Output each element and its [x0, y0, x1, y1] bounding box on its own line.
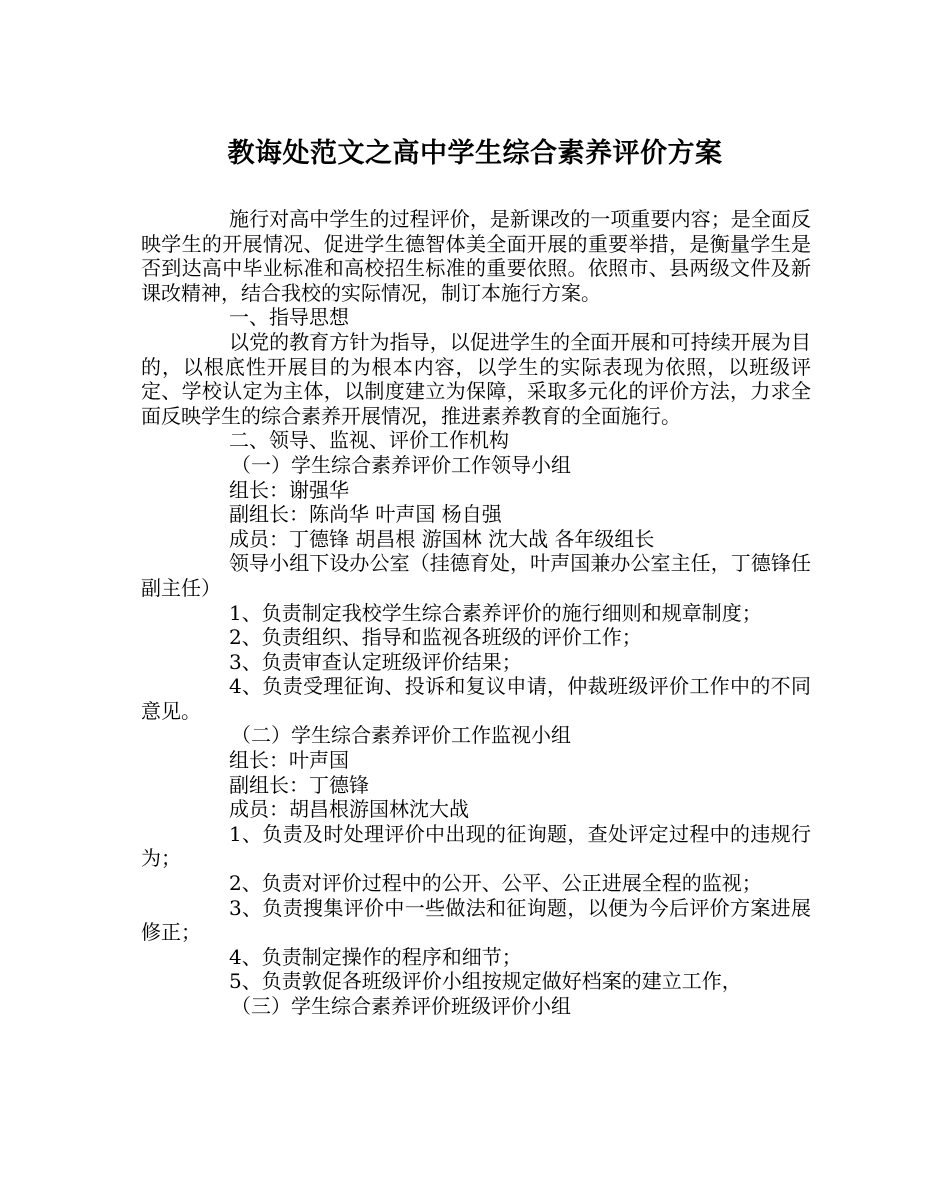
- section-heading-guiding-ideology: 一、指导思想: [229, 305, 349, 330]
- leader-line: 组长：谢强华: [229, 477, 349, 502]
- paragraph-guiding-ideology: 以党的教育方针为指导，以促进学生的全面开展和可持续开展为目的，以根底性开展目的为根本内容，以学生的实际表现为依照，以班级评定、学校认定为主体，以制度建立为保障，采取多元化的评价方法，力求全面反映学生的综合素养开展情况，推进素养教育的全面施行。: [141, 329, 811, 428]
- duty-item: 4、负责制定操作的程序和细节；: [229, 944, 522, 969]
- duty-item: 2、负责组织、指导和监视各班级的评价工作；: [229, 625, 642, 650]
- duty-item: 5、负责敦促各班级评价小组按规定做好档案的建立工作，: [229, 969, 742, 994]
- duty-item: 2、负责对评价过程中的公开、公平、公正进展全程的监视；: [229, 871, 762, 896]
- subsection-heading-leadership-group: （一）学生综合素养评价工作领导小组: [231, 452, 571, 477]
- section-heading-organization: 二、领导、监视、评价工作机构: [229, 428, 509, 453]
- document-title: 教诲处范文之高中学生综合素养评价方案: [227, 138, 723, 169]
- duty-item: 4、负责受理征询、投诉和复议申请，仲裁班级评价工作中的不同意见。: [141, 674, 811, 723]
- deputy-leader-line: 副组长：陈尚华 叶声国 杨自强: [229, 502, 502, 527]
- members-line: 成员：丁德锋 胡昌根 游国林 沈大战 各年级组长: [229, 526, 655, 551]
- leader-line: 组长：叶声国: [229, 748, 349, 773]
- members-line: 成员：胡昌根游国林沈大战: [229, 797, 469, 822]
- duty-item: 1、负责制定我校学生综合素养评价的施行细则和规章制度；: [229, 600, 762, 625]
- deputy-leader-line: 副组长：丁德锋: [229, 772, 369, 797]
- duty-item: 1、负责及时处理评价中出现的征询题，查处评定过程中的违规行为；: [141, 821, 811, 871]
- subsection-heading-supervision-group: （二）学生综合素养评价工作监视小组: [231, 723, 571, 748]
- office-note: 领导小组下设办公室（挂德育处，叶声国兼办公室主任，丁德锋任副主任）: [141, 551, 811, 600]
- document-body: [141, 207, 811, 1019]
- subsection-heading-class-evaluation-group: （三）学生综合素养评价班级评价小组: [231, 994, 571, 1018]
- paragraph-intro: 施行对高中学生的过程评价，是新课改的一项重要内容；是全面反映学生的开展情况、促进学生德智体美全面开展的重要举措，是衡量学生是否到达高中毕业标准和高校招生标准的重要依照。依照市、县两级文件及新课改精神，结合我校的实际情况，制订本施行方案。: [141, 207, 811, 305]
- duty-item: 3、负责搜集评价中一些做法和征询题，以便为今后评价方案进展修正；: [141, 895, 811, 945]
- duty-item: 3、负责审查认定班级评价结果；: [229, 649, 522, 674]
